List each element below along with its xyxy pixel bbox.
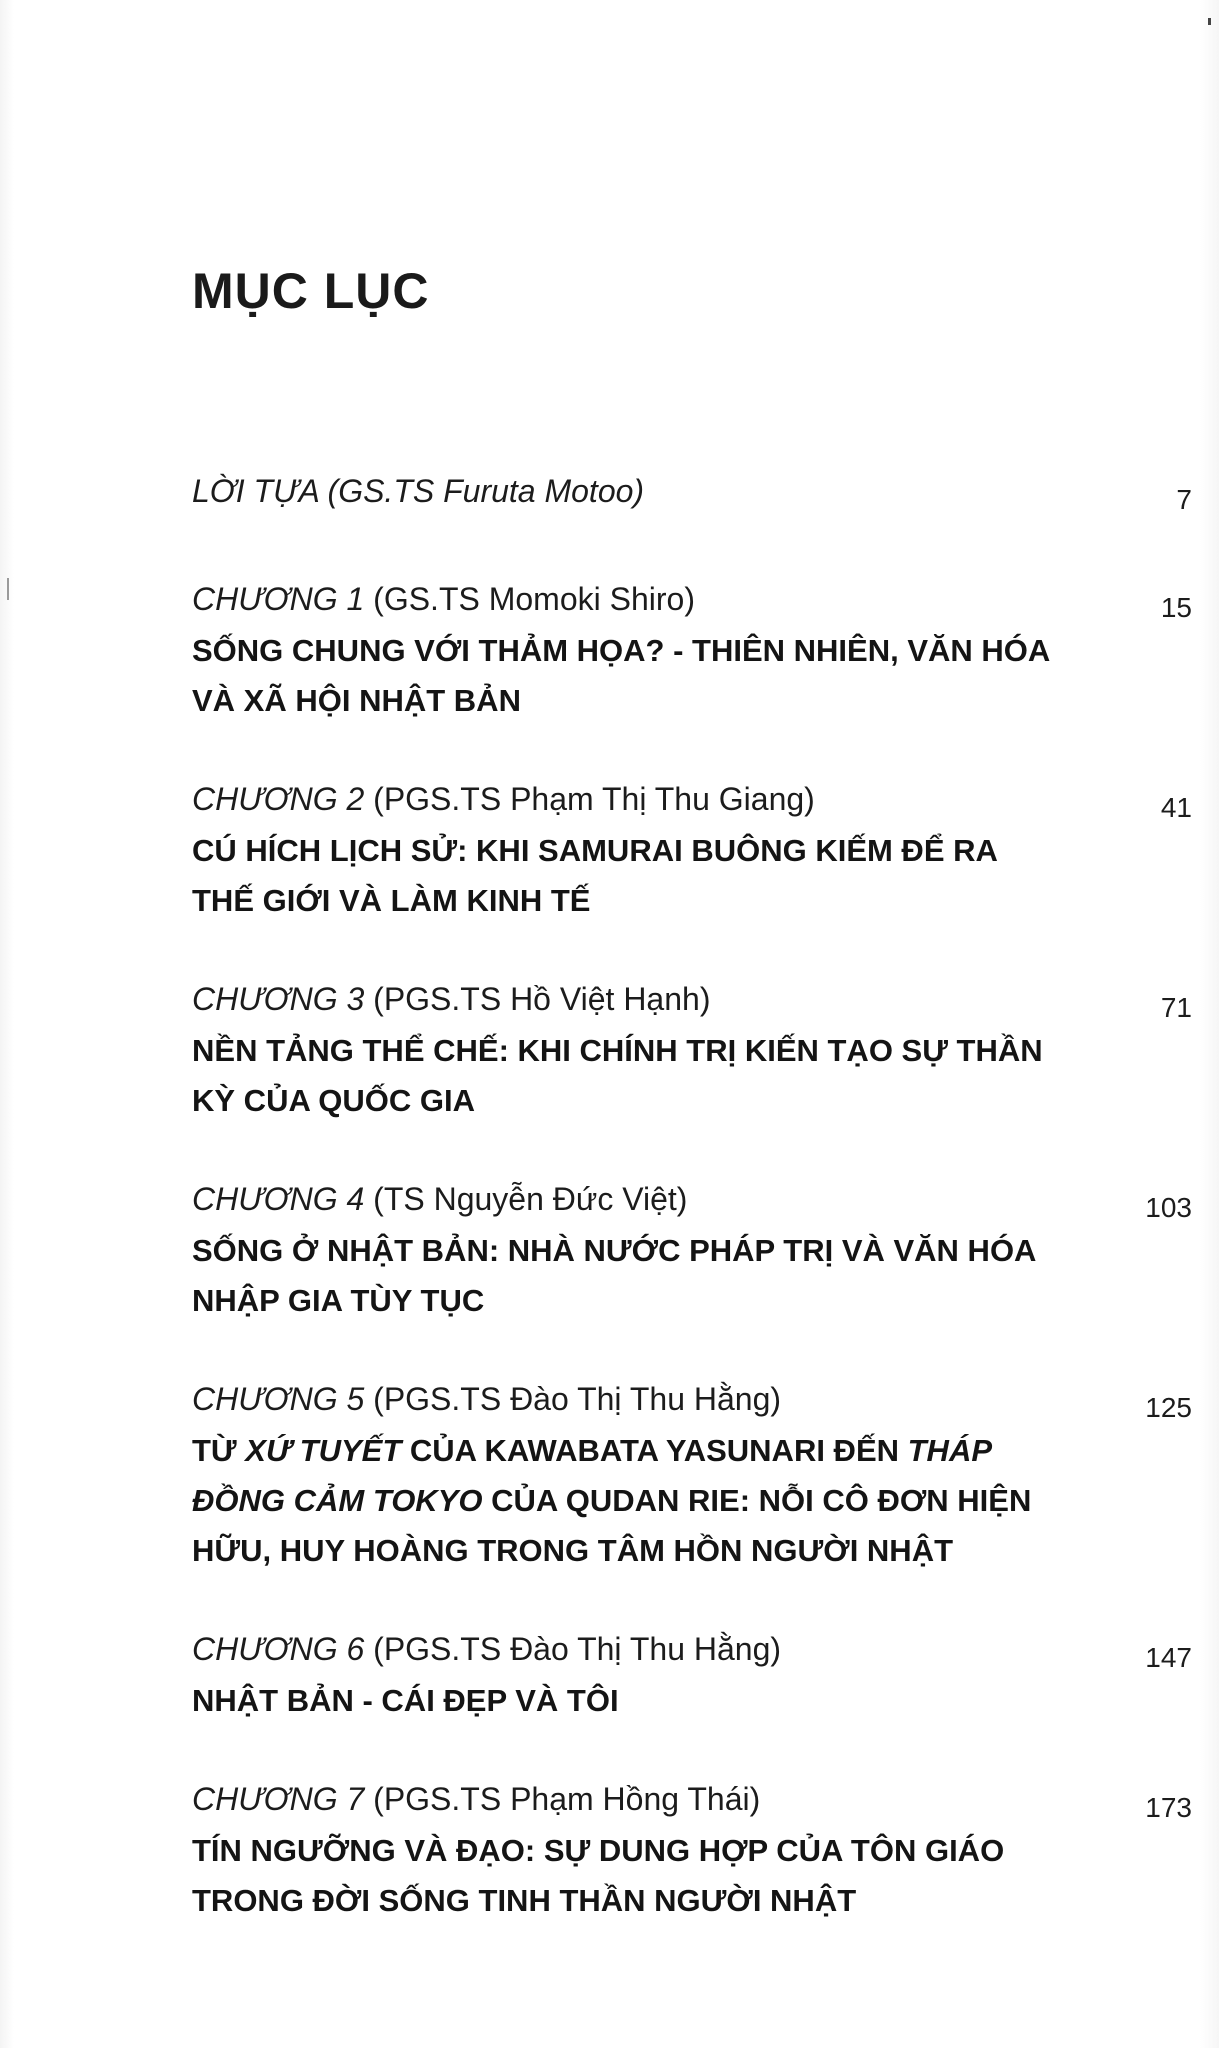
- chapter-author: (PGS.TS Phạm Hồng Thái): [364, 1781, 761, 1817]
- chapter-author: (PGS.TS Đào Thị Thu Hằng): [364, 1381, 782, 1417]
- table-of-contents: [192, 468, 1192, 1976]
- page-title: MỤC LỤC: [192, 263, 430, 319]
- page-number: 103: [1145, 1192, 1192, 1223]
- chapter-label: CHƯƠNG 6 (PGS.TS Đào Thị Thu Hằng): [192, 1631, 782, 1667]
- toc-entry-chapter-6: [192, 1626, 1192, 1726]
- toc-entry-chapter-5: [192, 1376, 1192, 1576]
- page-number: 41: [1160, 792, 1192, 823]
- preface-label: LỜI TỰA (GS.TS Furuta Motoo): [192, 473, 645, 509]
- chapter-author: (PGS.TS Đào Thị Thu Hằng): [364, 1631, 782, 1667]
- page-number: 125: [1145, 1392, 1192, 1423]
- chapter-label: CHƯƠNG 4 (TS Nguyễn Đức Việt): [192, 1181, 688, 1217]
- chapter-label: CHƯƠNG 2 (PGS.TS Phạm Thị Thu Giang): [192, 781, 815, 817]
- chapter-title: SỐNG Ở NHẬT BẢN: NHÀ NƯỚC PHÁP TRỊ VÀ VĂN HÓA NHẬP GIA TÙY TỤC: [192, 1233, 1036, 1318]
- page-number: 173: [1145, 1792, 1192, 1823]
- toc-entry-chapter-3: [192, 976, 1192, 1126]
- chapter-title: SỐNG CHUNG VỚI THẢM HỌA? - THIÊN NHIÊN, VĂN HÓA VÀ XÃ HỘI NHẬT BẢN: [192, 633, 1050, 718]
- page-number: 15: [1160, 592, 1192, 623]
- toc-entry-chapter-4: [192, 1176, 1192, 1326]
- book-title-tokyo-tower: THÁP ĐỒNG CẢM TOKYO: [192, 1433, 991, 1518]
- chapter-title: TÍN NGƯỠNG VÀ ĐẠO: SỰ DUNG HỢP CỦA TÔN GIÁO TRONG ĐỜI SỐNG TINH THẦN NGƯỜI NHẬT: [192, 1833, 1005, 1918]
- page-number: 71: [1160, 992, 1192, 1023]
- book-title-snow-country: XỨ TUYẾT: [245, 1433, 402, 1468]
- chapter-title: TỪ XỨ TUYẾT CỦA KAWABATA YASUNARI ĐẾN THÁP ĐỒNG CẢM TOKYO CỦA QUDAN RIE: NỖI CÔ ĐƠN HIỆN HỮU, HUY HOÀNG TRONG TÂM HỒN NGƯỜI NHẬT: [192, 1433, 1032, 1568]
- chapter-title: NỀN TẢNG THỂ CHẾ: KHI CHÍNH TRỊ KIẾN TẠO SỰ THẦN KỲ CỦA QUỐC GIA: [192, 1033, 1043, 1118]
- chapter-label: CHƯƠNG 7 (PGS.TS Phạm Hồng Thái): [192, 1781, 761, 1817]
- page-number: 147: [1145, 1642, 1192, 1673]
- chapter-label: CHƯƠNG 3 (PGS.TS Hồ Việt Hạnh): [192, 981, 711, 1017]
- toc-entry-preface: [192, 468, 1192, 514]
- corner-speck: [1208, 18, 1211, 25]
- toc-entry-chapter-2: [192, 776, 1192, 926]
- toc-entry-chapter-7: [192, 1776, 1192, 1926]
- toc-entry-chapter-1: [192, 576, 1192, 726]
- chapter-label: CHƯƠNG 1 (GS.TS Momoki Shiro): [192, 581, 695, 617]
- page-number: 7: [1176, 484, 1192, 515]
- chapter-title: NHẬT BẢN - CÁI ĐẸP VÀ TÔI: [192, 1683, 619, 1718]
- chapter-author: (GS.TS Momoki Shiro): [364, 581, 695, 617]
- edge-mark: [7, 578, 9, 600]
- chapter-author: (PGS.TS Hồ Việt Hạnh): [364, 981, 711, 1017]
- chapter-label: CHƯƠNG 5 (PGS.TS Đào Thị Thu Hằng): [192, 1381, 782, 1417]
- chapter-author: (PGS.TS Phạm Thị Thu Giang): [364, 781, 815, 817]
- chapter-author: (TS Nguyễn Đức Việt): [364, 1181, 688, 1217]
- chapter-title: CÚ HÍCH LỊCH SỬ: KHI SAMURAI BUÔNG KIẾM ĐỂ RA THẾ GIỚI VÀ LÀM KINH TẾ: [192, 833, 997, 918]
